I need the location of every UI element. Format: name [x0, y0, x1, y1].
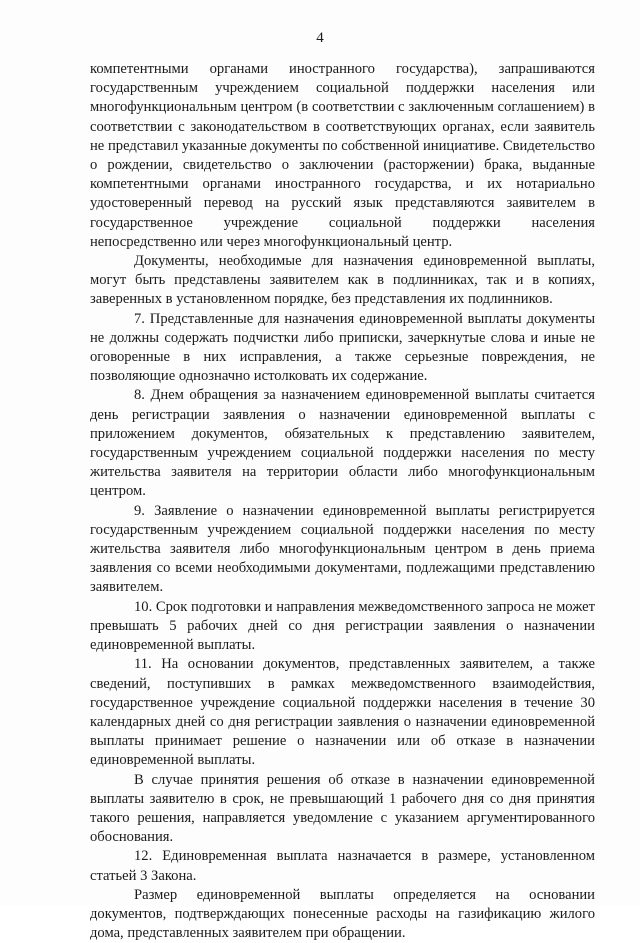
paragraph-item-11: 11. На основании документов, представленных заявителем, а также сведений, поступивших в рамках межведомственного взаимодействия, государственное учреждение социальной поддержки населения в течение 30 календарных дней со дня регистрации заявления о назначении единовременной выплаты принимает решение о назначении или об отказе в назначении единовременной выплаты. — [90, 656, 595, 769]
document-body — [90, 60, 595, 943]
paragraph-item-8: 8. Днем обращения за назначением единовременной выплаты считается день регистрации заявления о назначении единовременной выплаты с приложением документов, обязательных к представлению заявителем, государственным учреждением социальной поддержки населения по месту жительства заявителя на территории области либо многофункциональным центром. — [90, 387, 595, 500]
paragraph-item-9: 9. Заявление о назначении единовременной выплаты регистрируется государственным учреждением социальной поддержки населения по месту жительства заявителя либо многофункциональным центром в день приема заявления со всеми необходимыми документами, подлежащими представлению заявителем. — [90, 502, 595, 596]
paragraph-continuation: компетентными органами иностранного государства), запрашиваются государственным учреждением социальной поддержки населения или многофункциональным центром (в соответствии с заключенным соглашением) в соответствии с законодательством в соответствующих органах, если заявитель не представил указанные документы по собственной инициативе. Свидетельство о рождении, свидетельство о заключении (расторжении) брака, выданные компетентными органами иностранного государства, и их нотариально удостоверенный перевод на русский язык представляются заявителем в государственное учреждение социальной поддержки населения непосредственно или через многофункциональный центр. — [90, 61, 595, 250]
paragraph-item-12: 12. Единовременная выплата назначается в размере, установленном статьей 3 Закона. — [90, 848, 595, 884]
paragraph-refusal-notice: В случае принятия решения об отказе в назначении единовременной выплаты заявителю в срок, не превышающий 1 рабочего дня со дня принятия такого решения, направляется уведомление с указанием аргументированного обоснования. — [90, 771, 595, 846]
paragraph-payment-amount: Размер единовременной выплаты определяется на основании документов, подтверждающих понесенные расходы на газификацию жилого дома, представленных заявителем при обращении. — [90, 886, 595, 942]
paragraph-documents-copies: Документы, необходимые для назначения единовременной выплаты, могут быть представлены заявителем как в подлинниках, так и в копиях, заверенных в установленном порядке, без представления их подлинников. — [90, 253, 595, 308]
paragraph-item-10: 10. Срок подготовки и направления межведомственного запроса не может превышать 5 рабочих дней со дня регистрации заявления о назначении единовременной выплаты. — [90, 598, 595, 654]
page-number: 4 — [316, 30, 324, 46]
paragraph-item-7: 7. Представленные для назначения единовременной выплаты документы не должны содержать подчистки либо приписки, зачеркнутые слова и иные не оговоренные в них исправления, а также серьезные повреждения, не позволяющие однозначно истолковать их содержание. — [90, 310, 595, 385]
